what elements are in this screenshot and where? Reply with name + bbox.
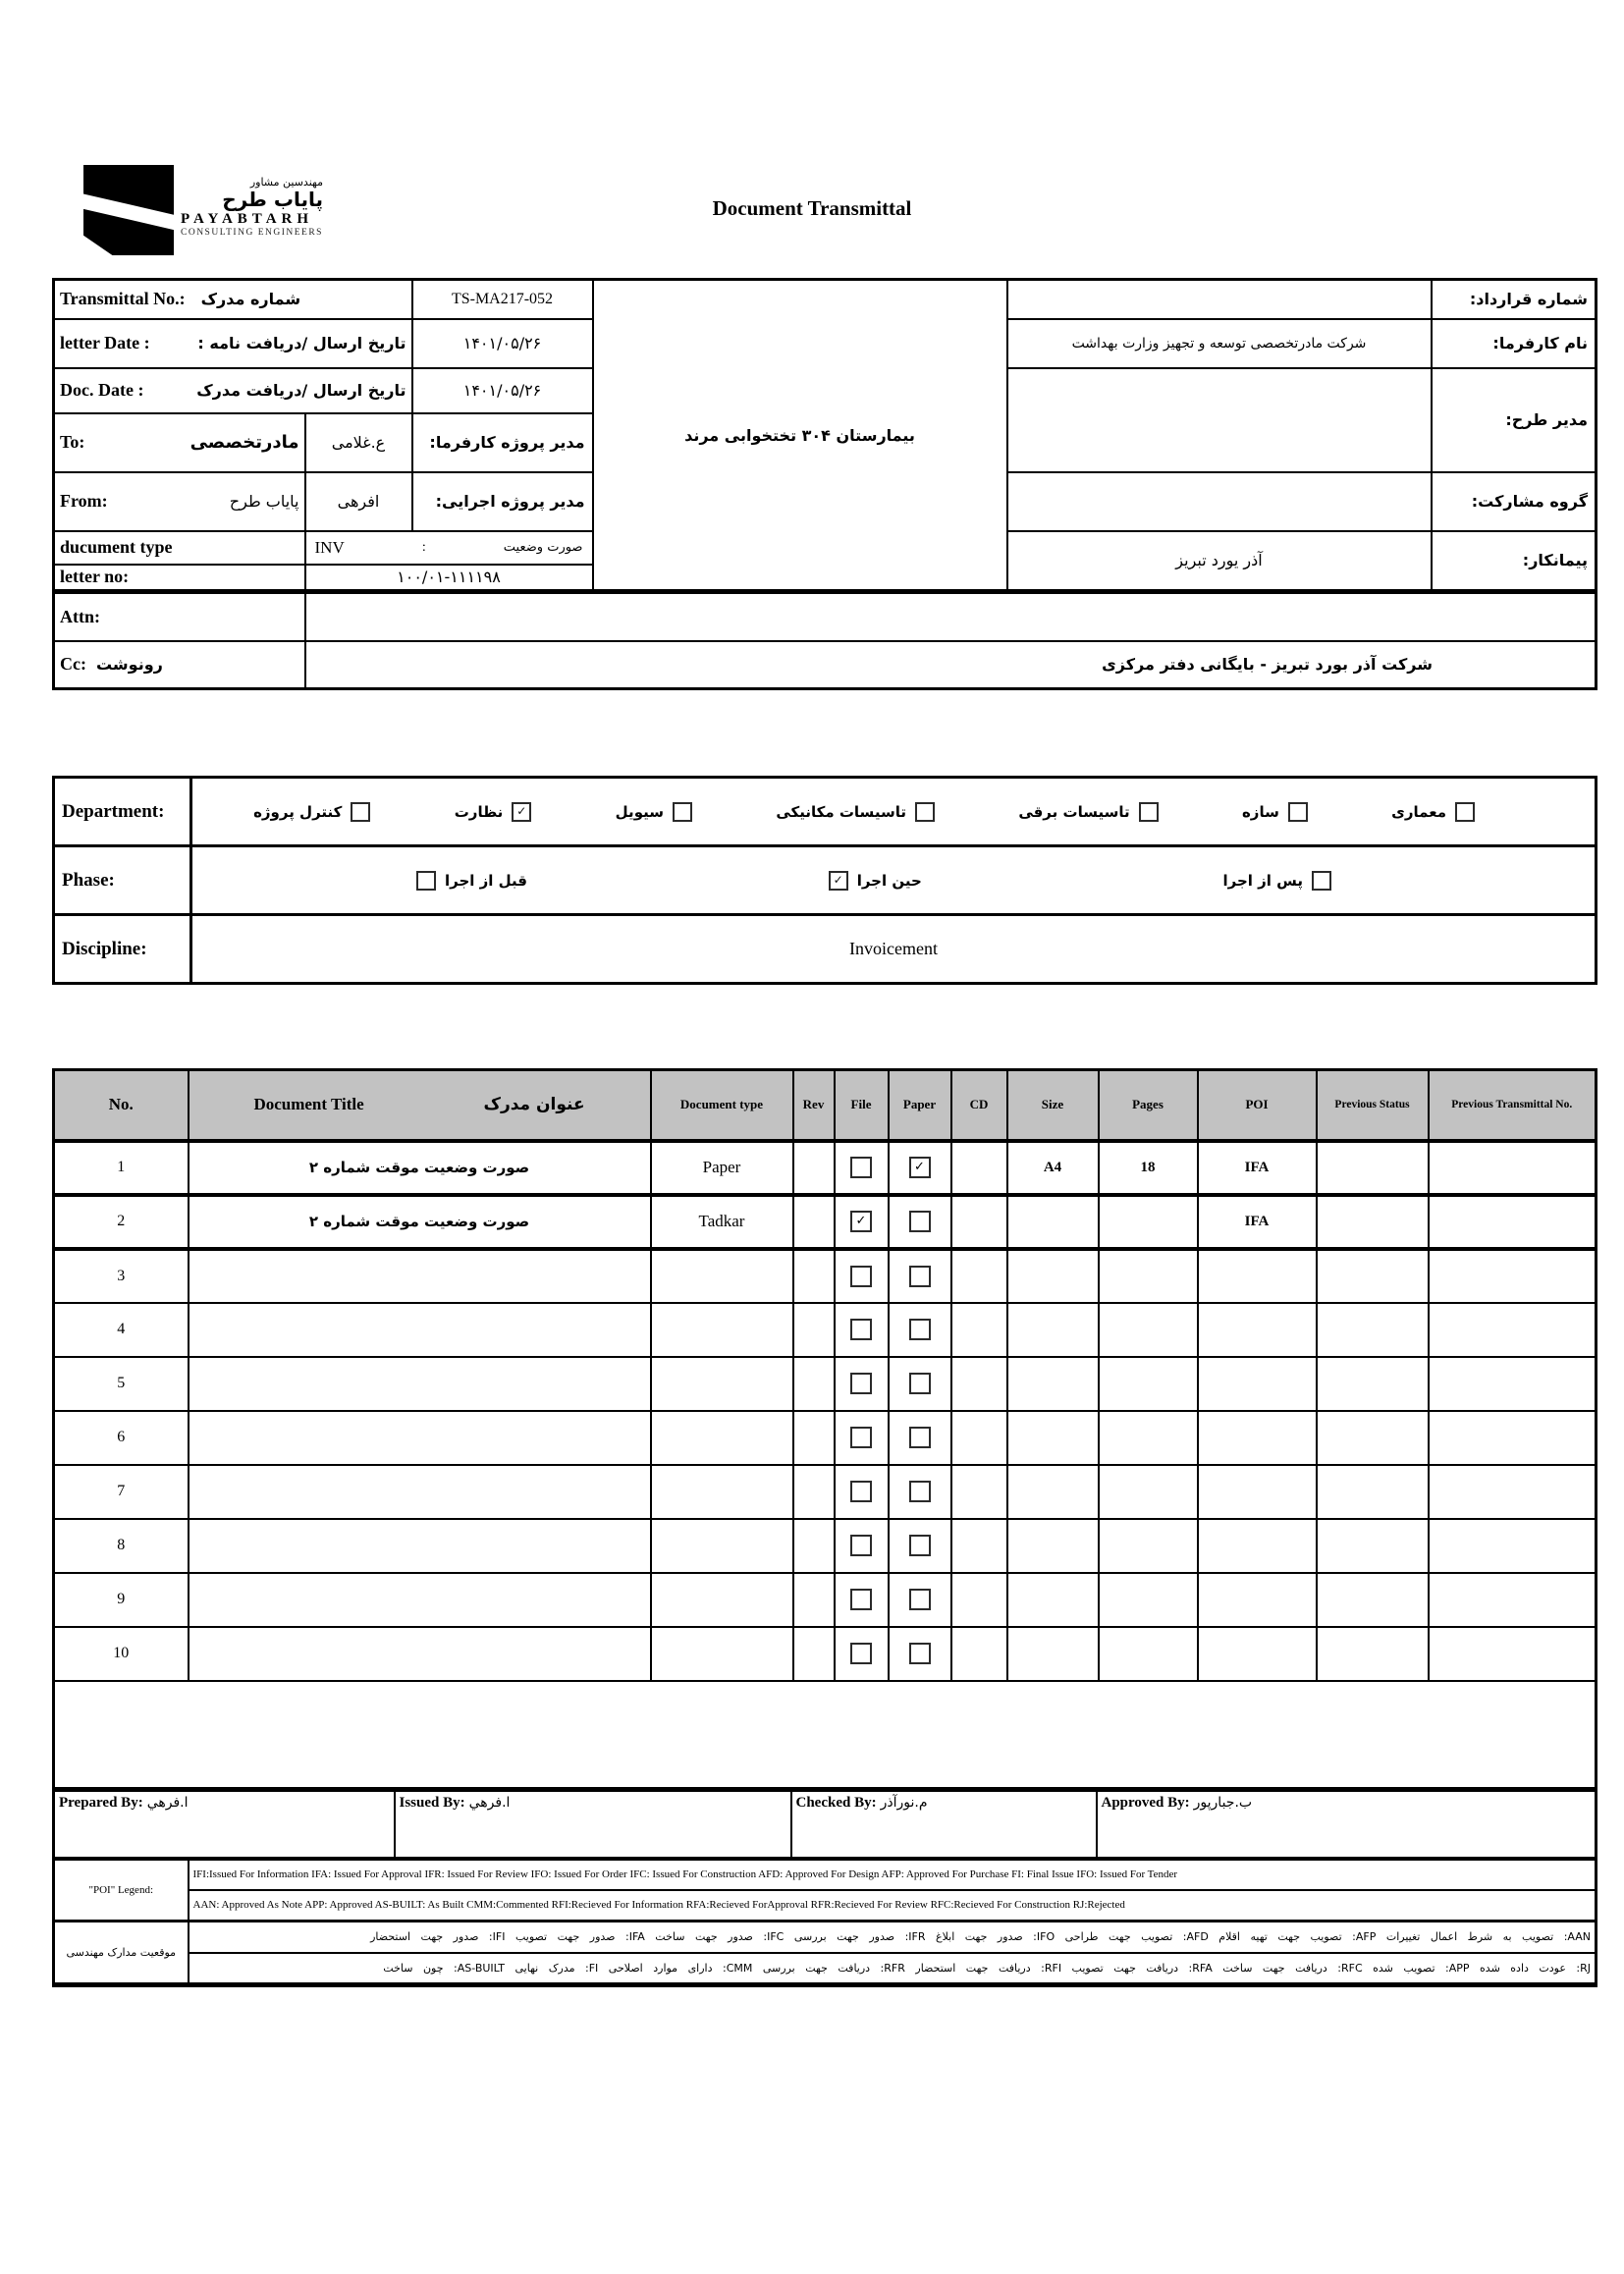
supervision-checkbox[interactable]: ✓	[512, 802, 531, 822]
contractor-label: پیمانکار:	[1432, 531, 1597, 592]
department-option-structure	[1242, 802, 1308, 822]
row-prev-status	[1317, 1411, 1429, 1465]
logo-en-name: PAYABTARH	[181, 211, 314, 228]
paper-checkbox[interactable]	[909, 1211, 931, 1232]
empty-notes-area	[54, 1681, 1597, 1789]
header-previous-status: Previous Status	[1317, 1070, 1429, 1141]
letter-no-value: ۱۰۰/۰۱-۱۱۱۱۹۸	[305, 565, 593, 592]
file-checkbox[interactable]	[850, 1266, 872, 1287]
header-size: Size	[1007, 1070, 1099, 1141]
row-cd	[951, 1303, 1007, 1357]
row-cd	[951, 1249, 1007, 1303]
prepared-by-name: ا.فرهي	[146, 1795, 189, 1811]
row-paper-cell	[889, 1303, 951, 1357]
file-checkbox[interactable]	[850, 1589, 872, 1610]
row-title	[189, 1627, 651, 1681]
row-prev-status	[1317, 1357, 1429, 1411]
file-checkbox[interactable]	[850, 1535, 872, 1556]
row-type	[651, 1465, 793, 1519]
row-size	[1007, 1573, 1099, 1627]
department-phase-table	[52, 776, 1597, 985]
prepared-by-cell	[54, 1790, 395, 1859]
row-rev	[793, 1195, 835, 1249]
row-title	[189, 1249, 651, 1303]
row-type	[651, 1573, 793, 1627]
row-type	[651, 1411, 793, 1465]
after-execution-checkbox[interactable]	[1312, 871, 1331, 891]
row-pages	[1099, 1303, 1198, 1357]
partnership-label: گروه مشارکت:	[1432, 472, 1597, 531]
table-row	[54, 1573, 1597, 1627]
civil-checkbox[interactable]	[673, 802, 692, 822]
to-label-en: To:	[60, 432, 85, 452]
row-prev-transmittal	[1429, 1627, 1597, 1681]
row-title	[189, 1303, 651, 1357]
row-cd	[951, 1573, 1007, 1627]
row-pages	[1099, 1195, 1198, 1249]
letter-date-label-fa: تاریخ ارسال /دریافت نامه :	[197, 334, 406, 352]
file-checkbox[interactable]	[850, 1481, 872, 1502]
header-document-type: Document type	[651, 1070, 793, 1141]
row-poi	[1198, 1519, 1317, 1573]
row-size	[1007, 1465, 1099, 1519]
row-rev	[793, 1573, 835, 1627]
doc-date-label-cell	[54, 368, 412, 413]
row-prev-transmittal	[1429, 1357, 1597, 1411]
document-type-value-en: INV	[314, 537, 345, 557]
header-document-title	[189, 1070, 651, 1141]
row-title	[189, 1519, 651, 1573]
attn-value	[305, 592, 1597, 641]
document-type-label: ducument type	[54, 531, 305, 565]
row-rev	[793, 1357, 835, 1411]
row-rev	[793, 1519, 835, 1573]
row-prev-status	[1317, 1465, 1429, 1519]
row-size	[1007, 1411, 1099, 1465]
fa-legend-line1: AAN: تصویب به شرط اعمال تغییرات AFP: تصویب جهت تهیه اقلام AFD: تصویب جهت طراحی IFO: صدور جهت ابلاغ IFR: صدور جهت بررسی IFC: صدور جهت ساخت IFA: صدور جهت تصویب IFI: صدور جهت استحضار	[189, 1922, 1597, 1953]
row-poi	[1198, 1249, 1317, 1303]
during-execution-label: حین اجرا	[856, 871, 922, 890]
row-title: صورت وضعیت موقت شماره ۲	[189, 1141, 651, 1195]
cc-label-en: Cc:	[60, 654, 86, 675]
row-prev-transmittal	[1429, 1573, 1597, 1627]
structure-checkbox[interactable]	[1288, 802, 1308, 822]
table-row	[54, 1195, 1597, 1249]
prepared-by-label: Prepared By:	[59, 1795, 143, 1811]
header-rev: Rev	[793, 1070, 835, 1141]
row-paper-cell	[889, 1519, 951, 1573]
issued-by-name: ا.فرهي	[468, 1795, 511, 1811]
phase-options-cell	[191, 846, 1597, 915]
architecture-checkbox[interactable]	[1455, 802, 1475, 822]
contractor-value: آذر یورد تبریز	[1007, 531, 1432, 592]
paper-checkbox[interactable]	[909, 1481, 931, 1502]
client-value: شرکت مادرتخصصی توسعه و تجهیز وزارت بهداشت	[1007, 319, 1432, 368]
logo-fa-name: پایاب طرح	[222, 188, 323, 212]
table-row	[54, 1519, 1597, 1573]
document-type-separator: :	[421, 539, 426, 555]
transmittal-no-label-fa: شماره مدرک	[200, 290, 301, 309]
row-prev-status	[1317, 1195, 1429, 1249]
row-pages	[1099, 1249, 1198, 1303]
transmittal-info-table	[52, 278, 1597, 690]
row-no: 4	[54, 1303, 189, 1357]
attn-label: Attn:	[54, 592, 305, 641]
row-poi	[1198, 1357, 1317, 1411]
row-pages	[1099, 1573, 1198, 1627]
row-size	[1007, 1303, 1099, 1357]
from-role-label: مدیر پروژه اجرایی:	[412, 472, 593, 531]
row-file-cell	[835, 1249, 889, 1303]
after-execution-label: پس از اجرا	[1222, 871, 1303, 890]
row-poi	[1198, 1411, 1317, 1465]
phase-option-before-execution	[416, 871, 527, 891]
row-cd	[951, 1411, 1007, 1465]
approved-by-cell	[1097, 1790, 1597, 1859]
phase-option-after-execution	[1223, 871, 1331, 891]
row-paper-cell	[889, 1411, 951, 1465]
row-paper-cell	[889, 1465, 951, 1519]
logo-fa-tagline: مهندسین مشاور	[249, 176, 323, 189]
paper-checkbox[interactable]	[909, 1319, 931, 1340]
partnership-value	[1007, 472, 1432, 531]
project-name: بیمارستان ۳۰۴ تختخوابی مرند	[593, 280, 1007, 592]
table-row	[54, 1249, 1597, 1303]
approved-by-name: ب.جبارپور	[1193, 1795, 1253, 1811]
from-person: افرهی	[305, 472, 412, 531]
project-control-label: کنترل پروژه	[253, 802, 343, 821]
to-person: ع.غلامی	[305, 413, 412, 472]
logo-en-subtitle: CONSULTING ENGINEERS	[181, 227, 323, 238]
from-label-fa: پایاب طرح	[229, 492, 299, 511]
electrical-checkbox[interactable]	[1139, 802, 1159, 822]
discipline-value: Invoicement	[191, 915, 1597, 984]
before-execution-checkbox[interactable]	[416, 871, 436, 891]
row-paper-cell	[889, 1249, 951, 1303]
letter-date-label-en: letter Date :	[60, 333, 150, 352]
transmittal-no-value: TS-MA217-052	[412, 280, 593, 319]
contract-no-value	[1007, 280, 1432, 319]
row-title: صورت وضعیت موقت شماره ۲	[189, 1195, 651, 1249]
to-cell	[54, 413, 305, 472]
doc-date-label-fa: تاریخ ارسال /دریافت مدرک	[196, 381, 406, 400]
contract-no-label: شماره قرارداد:	[1432, 280, 1597, 319]
doc-date-value: ۱۴۰۱/۰۵/۲۶	[412, 368, 593, 413]
structure-label: سازه	[1241, 802, 1279, 821]
row-paper-cell	[889, 1357, 951, 1411]
row-prev-status	[1317, 1519, 1429, 1573]
department-options-cell	[191, 778, 1597, 846]
discipline-label: Discipline:	[54, 915, 191, 984]
row-no: 8	[54, 1519, 189, 1573]
checked-by-label: Checked By:	[795, 1795, 877, 1811]
design-manager-value	[1007, 368, 1432, 472]
row-file-cell	[835, 1465, 889, 1519]
paper-checkbox[interactable]	[909, 1427, 931, 1448]
row-poi	[1198, 1573, 1317, 1627]
project-control-checkbox[interactable]	[351, 802, 370, 822]
checked-by-cell	[791, 1790, 1097, 1859]
row-file-cell	[835, 1141, 889, 1195]
row-prev-status	[1317, 1141, 1429, 1195]
row-size: A4	[1007, 1141, 1099, 1195]
row-rev	[793, 1627, 835, 1681]
row-type	[651, 1519, 793, 1573]
paper-checkbox[interactable]	[909, 1266, 931, 1287]
header-title-en: Document Title	[253, 1095, 364, 1114]
department-option-electrical	[1018, 802, 1158, 822]
transmittal-no-label-en: Transmittal No.:	[60, 289, 186, 309]
mechanical-label: تاسیسات مکانیکی	[776, 802, 906, 821]
approved-by-label: Approved By:	[1101, 1795, 1190, 1811]
paper-checkbox[interactable]: ✓	[909, 1157, 931, 1178]
documents-table	[52, 1068, 1597, 1789]
cc-value: شرکت آذر بورد تبریز - بایگانی دفتر مرکزی	[305, 641, 1597, 689]
department-option-architecture	[1391, 802, 1475, 822]
row-no: 7	[54, 1465, 189, 1519]
row-poi	[1198, 1465, 1317, 1519]
row-paper-cell	[889, 1195, 951, 1249]
row-no: 5	[54, 1357, 189, 1411]
row-prev-status	[1317, 1249, 1429, 1303]
department-option-supervision	[455, 802, 532, 822]
header-file: File	[835, 1070, 889, 1141]
file-checkbox[interactable]	[850, 1427, 872, 1448]
row-prev-status	[1317, 1627, 1429, 1681]
row-title	[189, 1357, 651, 1411]
row-type	[651, 1357, 793, 1411]
row-prev-transmittal	[1429, 1249, 1597, 1303]
row-cd	[951, 1465, 1007, 1519]
row-pages	[1099, 1627, 1198, 1681]
row-cd	[951, 1357, 1007, 1411]
row-poi	[1198, 1303, 1317, 1357]
paper-checkbox[interactable]	[909, 1589, 931, 1610]
issued-by-label: Issued By:	[399, 1795, 465, 1811]
file-checkbox[interactable]	[850, 1373, 872, 1394]
table-row	[54, 1357, 1597, 1411]
header-no: No.	[54, 1070, 189, 1141]
row-rev	[793, 1303, 835, 1357]
row-rev	[793, 1465, 835, 1519]
transmittal-no-label-cell	[54, 280, 412, 319]
fa-legend-title: موقعیت مدارک مهندسی	[54, 1922, 189, 1985]
row-prev-status	[1317, 1573, 1429, 1627]
poi-legend-title: "POI" Legend:	[54, 1860, 189, 1922]
checked-by-name: م.نورآذر	[880, 1795, 928, 1811]
civil-label: سیویل	[615, 802, 664, 821]
row-paper-cell	[889, 1627, 951, 1681]
row-title	[189, 1411, 651, 1465]
row-prev-transmittal	[1429, 1519, 1597, 1573]
row-pages	[1099, 1357, 1198, 1411]
to-label-fa: مادرتخصصی	[189, 432, 299, 453]
department-option-mechanical	[776, 802, 935, 822]
row-file-cell	[835, 1411, 889, 1465]
signatures-table	[52, 1787, 1597, 1860]
phase-option-during-execution	[829, 871, 922, 891]
row-cd	[951, 1627, 1007, 1681]
row-pages: 18	[1099, 1141, 1198, 1195]
row-size	[1007, 1519, 1099, 1573]
cc-label-fa: رونوشت	[95, 655, 163, 675]
cc-label-cell	[54, 641, 305, 689]
file-checkbox[interactable]: ✓	[850, 1211, 872, 1232]
paper-checkbox[interactable]	[909, 1643, 931, 1664]
row-prev-transmittal	[1429, 1195, 1597, 1249]
row-prev-transmittal	[1429, 1411, 1597, 1465]
row-poi	[1198, 1627, 1317, 1681]
row-pages	[1099, 1411, 1198, 1465]
row-no: 3	[54, 1249, 189, 1303]
row-size	[1007, 1249, 1099, 1303]
header-poi: POI	[1198, 1070, 1317, 1141]
row-file-cell	[835, 1573, 889, 1627]
document-type-value-cell	[305, 531, 593, 565]
row-file-cell	[835, 1357, 889, 1411]
row-title	[189, 1573, 651, 1627]
file-checkbox[interactable]	[850, 1319, 872, 1340]
legend-table	[52, 1858, 1597, 1987]
row-file-cell	[835, 1627, 889, 1681]
row-rev	[793, 1141, 835, 1195]
design-manager-label: مدیر طرح:	[1432, 368, 1597, 472]
row-size	[1007, 1195, 1099, 1249]
row-prev-status	[1317, 1303, 1429, 1357]
row-title	[189, 1465, 651, 1519]
table-row	[54, 1303, 1597, 1357]
row-no: 9	[54, 1573, 189, 1627]
row-prev-transmittal	[1429, 1303, 1597, 1357]
page-title: Document Transmittal	[712, 196, 912, 220]
row-rev	[793, 1411, 835, 1465]
department-option-civil	[616, 802, 692, 822]
row-cd	[951, 1195, 1007, 1249]
row-type: Tadkar	[651, 1195, 793, 1249]
from-cell	[54, 472, 305, 531]
department-option-project-control	[253, 802, 370, 822]
row-prev-transmittal	[1429, 1141, 1597, 1195]
mechanical-checkbox[interactable]	[915, 802, 935, 822]
row-poi: IFA	[1198, 1141, 1317, 1195]
row-size	[1007, 1627, 1099, 1681]
row-rev	[793, 1249, 835, 1303]
row-file-cell	[835, 1519, 889, 1573]
header-title-fa: عنوان مدرک	[483, 1095, 585, 1115]
row-no: 6	[54, 1411, 189, 1465]
poi-legend-line2: AAN: Approved As Note APP: Approved AS-BUILT: As Built CMM:Commented RFI:Recieved For Information RFA:Recieved ForApproval RFR:Recieved For Review RFC:Recieved For Construction RJ:Rejected	[189, 1890, 1597, 1922]
row-cd	[951, 1141, 1007, 1195]
row-paper-cell	[889, 1573, 951, 1627]
row-no: 10	[54, 1627, 189, 1681]
row-no: 1	[54, 1141, 189, 1195]
letter-date-value: ۱۴۰۱/۰۵/۲۶	[412, 319, 593, 368]
during-execution-checkbox[interactable]: ✓	[829, 871, 848, 891]
supervision-label: نظارت	[454, 802, 504, 821]
header-pages: Pages	[1099, 1070, 1198, 1141]
electrical-label: تاسیسات برقی	[1018, 802, 1130, 821]
header-paper: Paper	[889, 1070, 951, 1141]
row-type	[651, 1303, 793, 1357]
paper-checkbox[interactable]	[909, 1373, 931, 1394]
before-execution-label: قبل از اجرا	[445, 871, 527, 890]
row-file-cell	[835, 1195, 889, 1249]
poi-legend-line1: IFI:Issued For Information IFA: Issued For Approval IFR: Issued For Review IFO: Issued For Order IFC: Issued For Construction AFD: Approved For Design AFP: Approved For Purchase FI: Final Issue IFO: Issued For Tender	[189, 1860, 1597, 1890]
table-row	[54, 1465, 1597, 1519]
table-row	[54, 1627, 1597, 1681]
document-type-value-fa: صورت وضعیت	[503, 540, 583, 555]
client-label: نام کارفرما:	[1432, 319, 1597, 368]
phase-label: Phase:	[54, 846, 191, 915]
row-type	[651, 1627, 793, 1681]
row-pages	[1099, 1465, 1198, 1519]
row-pages	[1099, 1519, 1198, 1573]
department-label: Department:	[54, 778, 191, 846]
paper-checkbox[interactable]	[909, 1535, 931, 1556]
letter-date-label-cell	[54, 319, 412, 368]
row-size	[1007, 1357, 1099, 1411]
from-label-en: From:	[60, 491, 108, 511]
header-cd: CD	[951, 1070, 1007, 1141]
row-type	[651, 1249, 793, 1303]
table-row	[54, 1141, 1597, 1195]
row-no: 2	[54, 1195, 189, 1249]
row-paper-cell	[889, 1141, 951, 1195]
doc-date-label-en: Doc. Date :	[60, 380, 144, 400]
fa-legend-line2: RJ: عودت داده شده APP: تصویب شده RFC: دریافت جهت ساخت RFA: دریافت جهت تصویب RFI: دریافت جهت استحضار RFR: دریافت جهت بررسی CMM: دارای موارد اصلاحی FI: مدرک نهایی AS-BUILT: چون ساخت	[189, 1953, 1597, 1985]
architecture-label: معماری	[1391, 802, 1446, 821]
file-checkbox[interactable]	[850, 1643, 872, 1664]
table-row	[54, 1411, 1597, 1465]
to-role-label: مدیر پروژه کارفرما:	[412, 413, 593, 472]
row-file-cell	[835, 1303, 889, 1357]
row-type: Paper	[651, 1141, 793, 1195]
row-poi: IFA	[1198, 1195, 1317, 1249]
file-checkbox[interactable]	[850, 1157, 872, 1178]
row-cd	[951, 1519, 1007, 1573]
letter-no-label: letter no:	[54, 565, 305, 592]
header-previous-transmittal: Previous Transmittal No.	[1429, 1070, 1597, 1141]
issued-by-cell	[395, 1790, 791, 1859]
row-prev-transmittal	[1429, 1465, 1597, 1519]
